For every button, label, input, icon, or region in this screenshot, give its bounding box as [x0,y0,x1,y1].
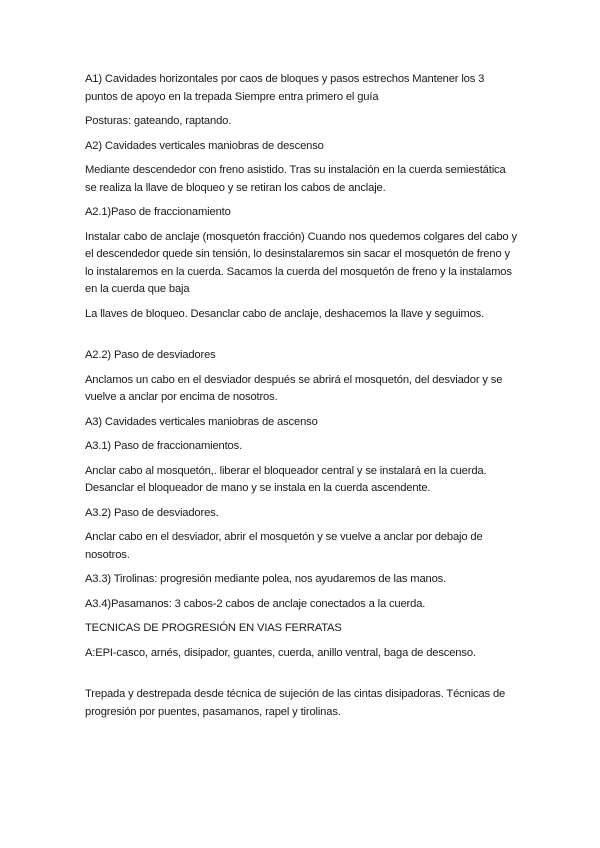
paragraph-trepada: Trepada y destrepada desde técnica de sujeción de las cintas disipadoras. Técnicas de progresión por puentes, pasamanos, rapel y tirolinas. [85,688,506,718]
heading-a3-1: A3.1) Paso de fraccionamientos. [85,440,243,452]
blank-line [85,330,517,347]
heading-a2-1: A2.1)Paso de fraccionamiento [85,206,231,218]
blank-line [85,669,517,686]
paragraph-a3-4-pasamanos: A3.4)Pasamanos: 3 cabos-2 cabos de anclaje conectados a la cuerda. [85,597,426,610]
paragraph-llaves-bloqueo: La llaves de bloqueo. Desanclar cabo de anclaje, deshacemos la llave y seguimos. [85,307,485,320]
heading-vias-ferratas: TECNICAS DE PROGRESIÓN EN VIAS FERRATAS [85,622,342,634]
paragraph-anclar-desviador: Anclar cabo en el desviador, abrir el mosquetón y se vuelve a anclar por debajo de nosotros. [85,531,483,561]
paragraph-epi: A:EPI-casco, arnés, disipador, guantes, cuerda, anillo ventral, baga de descenso. [85,646,476,659]
document-body [85,71,517,728]
heading-a3-2: A3.2) Paso de desviadores. [85,506,219,519]
heading-a2: A2) Cavidades verticales maniobras de descenso [85,139,324,152]
paragraph-a3-3-tirolinas: A3.3) Tirolinas: progresión mediante polea, nos ayudaremos de las manos. [85,573,447,585]
paragraph-desviador: Anclamos un cabo en el desviador después se abrirá el mosquetón, del desviador y se vuelve a anclar por encima de nosotros. [85,373,503,403]
paragraph-posturas: Posturas: gateando, raptando. [85,115,232,127]
paragraph-fraccionamiento: Instalar cabo de anclaje (mosquetón fracción) Cuando nos quedemos colgares del cabo y el descendedor quede sin tensión, lo desinstalaremos sin sacar el mosquetón de freno y lo instalaremos en la cuerda. Sacamos la cuerda del mosquetón de freno y la instalamos en la cuerda que baja [85,230,517,295]
paragraph-descendedor: Mediante descendedor con freno asistido. Tras su instalación en la cuerda semiestática se realiza la llave de bloqueo y se retiran los cabos de anclaje. [85,164,506,194]
paragraph-a1: A1) Cavidades horizontales por caos de bloques y pasos estrechos Mantener los 3 puntos de apoyo en la trepada Siempre entra primero el guía [85,73,485,103]
heading-a2-2: A2.2) Paso de desviadores [85,349,216,361]
heading-a3: A3) Cavidades verticales maniobras de ascenso [85,415,318,428]
paragraph-anclar-mosqueton: Anclar cabo al mosquetón,. liberar el bloqueador central y se instalará en la cuerda. Desanclar el bloqueador de mano y se instala en la cuerda ascendente. [85,464,487,494]
